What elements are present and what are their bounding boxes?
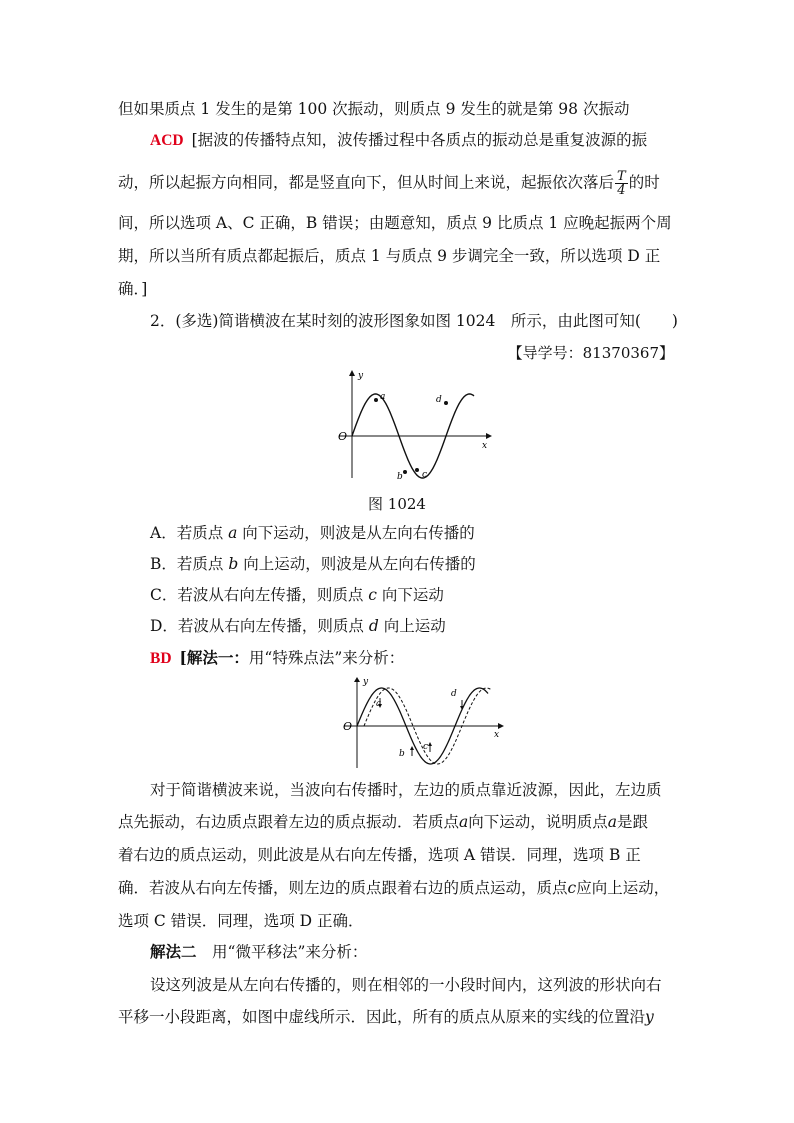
text-segment: A．若质点 — [150, 524, 229, 542]
point-c-label: c — [423, 742, 429, 752]
para-line-6: 设这列波是从左向右传播的，则在相邻的一小段时间内，这列波的形状向右 — [150, 976, 662, 994]
solution-1-text: 用“特殊点法”来分析： — [248, 649, 405, 667]
point-a — [374, 398, 378, 402]
point-c — [415, 468, 419, 472]
option-c — [150, 585, 444, 605]
point-a-label: a — [376, 699, 382, 709]
var-d: d — [368, 617, 379, 635]
point-b-label: b — [397, 472, 403, 481]
solution-2-line — [150, 942, 367, 962]
var-c: c — [567, 879, 577, 897]
answer-line-2 — [150, 648, 404, 669]
text-segment: 向上运动，则波是从左向右传播的 — [238, 555, 476, 573]
point-c-label: c — [422, 470, 428, 480]
point-d — [444, 401, 448, 405]
y-arrow — [349, 370, 355, 376]
text-segment: C．若波从右向左传播，则质点 — [150, 586, 369, 604]
y-arrow — [354, 677, 360, 682]
point-b-label: b — [399, 749, 405, 759]
var-c: c — [368, 586, 377, 604]
para-line-5: 选项 C 错误．同理，选项 D 正确． — [118, 912, 364, 930]
answer-bd: BD — [150, 650, 172, 667]
text-line-5: 期，所以当所有质点都起振后，质点 1 与质点 9 步调完全一致，所以选项 D 正 — [118, 247, 661, 265]
text-segment: 的时 — [628, 173, 660, 192]
x-arrow — [498, 723, 504, 729]
text-segment: 确．若波从右向左传播，则左边的质点跟着右边的质点运动，质点 — [118, 879, 568, 897]
option-a — [150, 523, 475, 543]
explanation-text: [据波的传播特点知，波传播过程中各质点的振动总是重复波源的振 — [191, 131, 648, 149]
solution-2-text: 用“微平移法”来分析： — [196, 943, 368, 961]
para-line-1: 对于简谐横波来说，当波向右传播时，左边的质点靠近波源，因此，左边质 — [150, 781, 662, 799]
text-segment: 向上运动 — [378, 617, 446, 635]
text-line-3 — [118, 170, 660, 197]
text-segment: 点先振动，右边质点跟着左边的质点振动．若质点 — [118, 813, 460, 831]
text-segment: 应向上运动， — [576, 879, 670, 897]
x-label: x — [482, 441, 488, 451]
question-2: 2．(多选)简谐横波在某时刻的波形图象如图 1024 所示，由此图可知( ) — [150, 312, 678, 330]
para-line-3: 着右边的质点运动，则此波是从右向左传播，选项 A 错误．同理，选项 B 正 — [118, 846, 641, 864]
text-line-1: 但如果质点 1 发生的是第 100 次振动，则质点 9 发生的就是第 98 次振动 — [118, 100, 630, 118]
var-a: a — [228, 524, 238, 542]
fraction-denominator: 4 — [617, 183, 626, 198]
text-segment: 平移一小段距离，如图中虚线所示．因此，所有的质点从原来的实线的位置沿 — [118, 1008, 646, 1026]
wave-figure-1 — [334, 366, 494, 481]
x-label: x — [494, 730, 500, 740]
text-line-4: 间，所以选项 A、C 正确，B 错误；由题意知，质点 9 比质点 1 应晚起振两个周 — [118, 214, 672, 232]
text-segment: D．若波从右向左传播，则质点 — [150, 617, 369, 635]
wave-figure-2 — [340, 676, 505, 771]
point-b — [403, 470, 407, 474]
answer-line-1 — [150, 130, 647, 151]
var-a: a — [607, 813, 618, 831]
figure-caption: 图 1024 — [368, 495, 426, 513]
arrow-c-head — [428, 742, 432, 746]
origin-label: O — [343, 720, 353, 733]
guide-number: 【导学号：81370367】 — [507, 344, 674, 362]
point-a-label: a — [380, 392, 386, 402]
text-segment: 向下运动，说明质点 — [468, 813, 608, 831]
var-a: a — [459, 813, 469, 831]
para-line-2 — [118, 812, 648, 832]
y-label: y — [358, 371, 364, 381]
option-d — [150, 616, 446, 636]
para-line-4 — [118, 878, 669, 898]
var-y: y — [645, 1008, 654, 1026]
y-label: y — [363, 677, 369, 687]
x-arrow — [486, 433, 492, 439]
point-d-label: d — [436, 395, 442, 405]
text-line-6: 确．] — [118, 280, 148, 298]
arrow-b-head — [410, 746, 414, 750]
text-segment: B．若质点 — [150, 555, 229, 573]
para-line-7 — [118, 1007, 654, 1027]
point-d-label: d — [451, 689, 457, 699]
solution-1-title: [解法一： — [179, 648, 249, 667]
answer-acd: ACD — [150, 132, 184, 149]
var-b: b — [228, 555, 239, 573]
fraction-numerator: T — [617, 169, 626, 184]
text-segment: 向下运动，则波是从左向右传播的 — [237, 524, 475, 542]
text-segment: 是跟 — [617, 813, 649, 831]
solution-2-title: 解法二 — [150, 942, 197, 961]
fraction-t-over-4 — [615, 170, 628, 197]
text-segment: 动，所以起振方向相同，都是竖直向下，但从时间上来说，起振依次落后 — [118, 173, 615, 192]
option-b — [150, 554, 476, 574]
text-segment: 向下运动 — [376, 586, 444, 604]
origin-label: O — [338, 430, 348, 443]
